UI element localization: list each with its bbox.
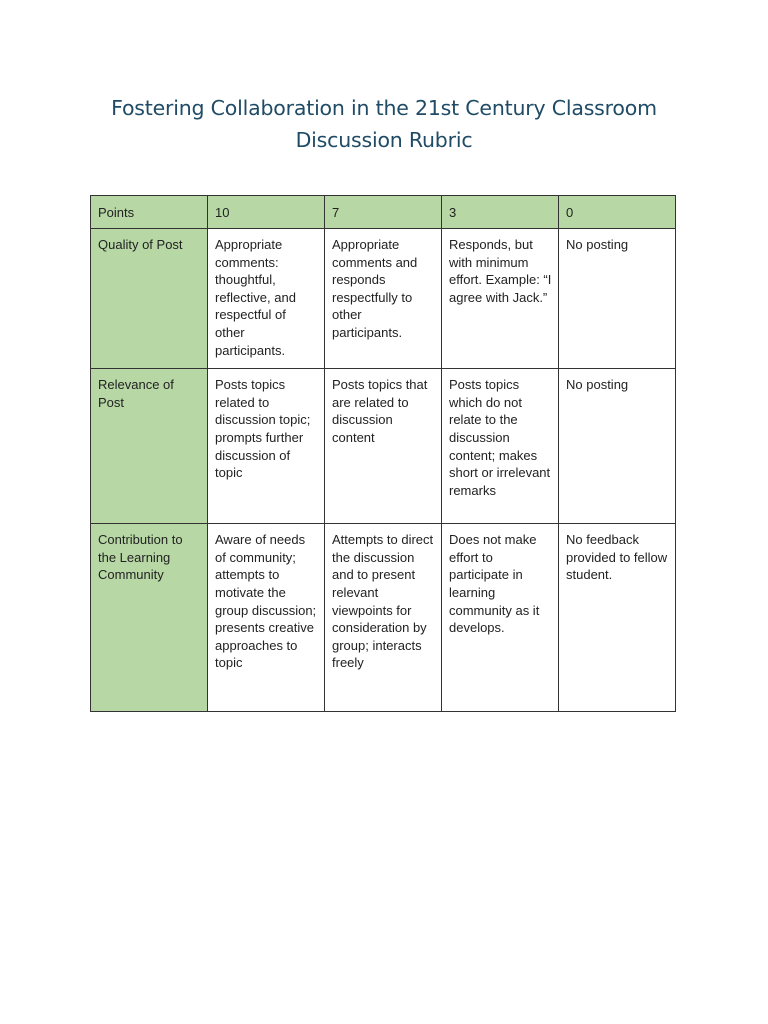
- criterion-cell: Contribution to the Learning Community: [91, 524, 208, 712]
- rubric-cell: Appropriate comments and responds respectfully to other participants.: [325, 229, 442, 369]
- rubric-cell: Posts topics which do not relate to the discussion content; makes short or irrelevant remarks: [442, 369, 559, 524]
- rubric-cell: Aware of needs of community; attempts to motivate the group discussion; presents creative approaches to topic: [208, 524, 325, 712]
- rubric-cell: No feedback provided to fellow student.: [559, 524, 676, 712]
- rubric-cell: No posting: [559, 229, 676, 369]
- rubric-cell: Posts topics related to discussion topic; prompts further discussion of topic: [208, 369, 325, 524]
- rubric-cell: Posts topics that are related to discussion content: [325, 369, 442, 524]
- rubric-cell: Responds, but with minimum effort. Example: “I agree with Jack.”: [442, 229, 559, 369]
- header-cell-10: 10: [208, 196, 325, 229]
- header-cell-points: Points: [91, 196, 208, 229]
- rubric-cell: Does not make effort to participate in learning community as it develops.: [442, 524, 559, 712]
- title-line-1: Fostering Collaboration in the 21st Century Classroom: [111, 96, 657, 120]
- rubric-row-relevance: [91, 369, 676, 524]
- rubric-cell: Attempts to direct the discussion and to present relevant viewpoints for consideration by group; interacts freely: [325, 524, 442, 712]
- criterion-cell: Relevance of Post: [91, 369, 208, 524]
- header-cell-3: 3: [442, 196, 559, 229]
- rubric-cell: No posting: [559, 369, 676, 524]
- rubric-row-quality: [91, 229, 676, 369]
- rubric-header-row: [91, 196, 676, 229]
- page-title: [0, 92, 768, 156]
- rubric-cell: Appropriate comments: thoughtful, reflective, and respectful of other participants.: [208, 229, 325, 369]
- title-line-2: Discussion Rubric: [295, 128, 473, 152]
- criterion-cell: Quality of Post: [91, 229, 208, 369]
- header-cell-0: 0: [559, 196, 676, 229]
- rubric-row-contribution: [91, 524, 676, 712]
- header-cell-7: 7: [325, 196, 442, 229]
- rubric-table: [90, 195, 676, 712]
